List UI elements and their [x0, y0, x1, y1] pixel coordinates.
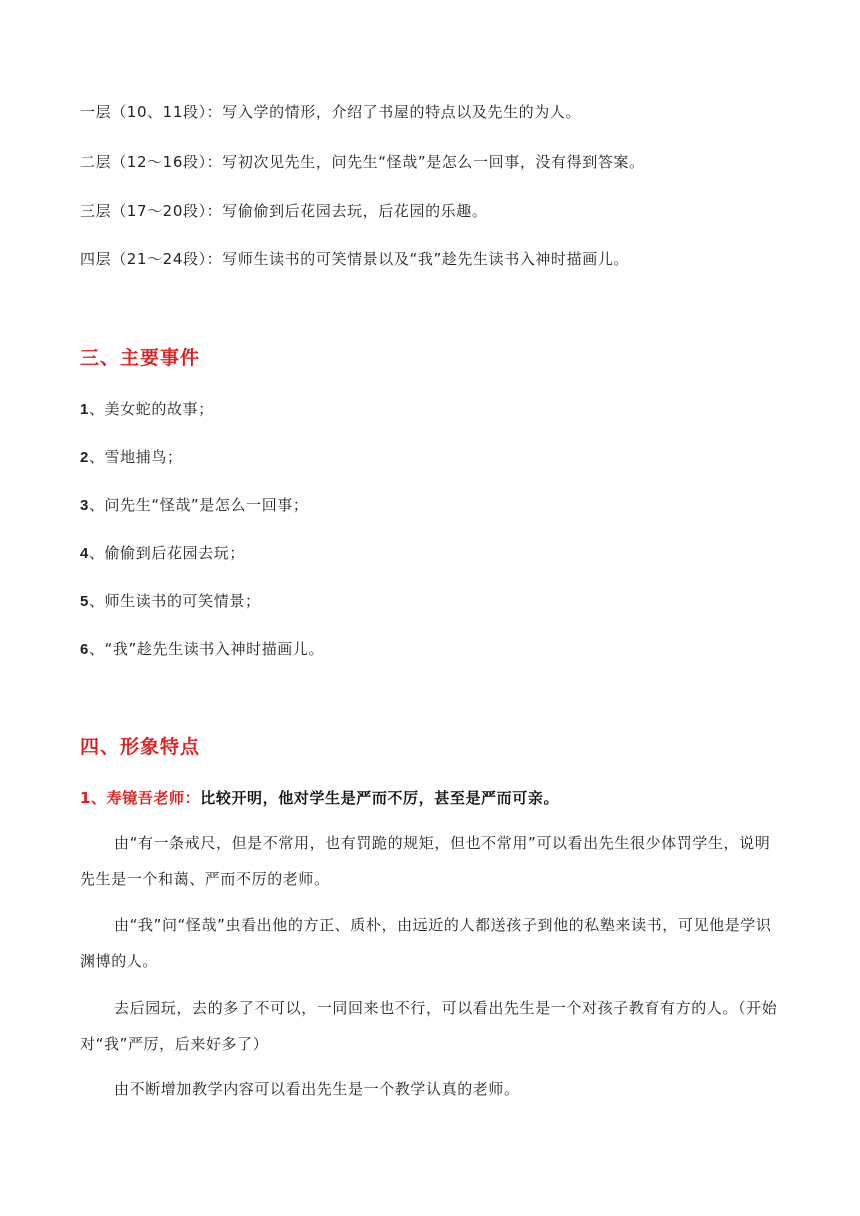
event-text: 、问先生“怪哉”是怎么一回事； [88, 496, 309, 514]
event-item-5 [80, 590, 261, 613]
trait-paragraph-1: 由“有一条戒尺，但是不常用，也有罚跪的规矩，但也不常用”可以看出先生很少体罚学生，说明先生是一个和蔼、严而不厉的老师。 [80, 834, 771, 888]
event-number: 1 [80, 401, 89, 418]
event-item-4 [80, 542, 245, 565]
layer-line-2: 二层（12～16段）：写初次见先生，问先生“怪哉”是怎么一回事，没有得到答案。 [80, 153, 645, 171]
teacher-label: 1、寿镜吾老师： [80, 789, 201, 807]
event-text: 、美女蛇的故事； [88, 400, 214, 418]
layer-line-1: 一层（10、11段）：写入学的情形，介绍了书屋的特点以及先生的为人。 [80, 103, 582, 121]
trait-paragraph-3: 去后园玩，去的多了不可以，一同回来也不行，可以看出先生是一个对孩子教育有方的人。（开始对“我”严厉，后来好多了） [80, 999, 778, 1053]
event-text: 、师生读书的可笑情景； [88, 592, 261, 610]
layer-line-4: 四层（21～24段）：写师生读书的可笑情景以及“我”趁先生读书入神时描画儿。 [80, 250, 630, 268]
event-item-1 [80, 398, 214, 421]
event-number: 6 [80, 641, 89, 658]
event-text: 、雪地捕鸟； [88, 448, 183, 466]
section-heading-main-events: 三、主要事件 [80, 347, 201, 369]
event-number: 4 [80, 545, 89, 562]
event-number: 5 [80, 593, 89, 610]
teacher-summary: 比较开明，他对学生是严而不厉，甚至是严而可亲。 [200, 789, 560, 807]
event-item-2 [80, 446, 183, 469]
event-number: 3 [80, 497, 89, 514]
trait-paragraph-4: 由不断增加教学内容可以看出先生是一个教学认真的老师。 [114, 1080, 520, 1098]
event-item-3 [80, 494, 309, 517]
event-number: 2 [80, 449, 89, 466]
event-item-6 [80, 638, 324, 661]
event-text: 、“我”趁先生读书入神时描画儿。 [88, 640, 325, 658]
event-text: 、偷偷到后花园去玩； [88, 544, 245, 562]
layer-line-3: 三层（17～20段）：写偷偷到后花园去玩，后花园的乐趣。 [80, 202, 488, 220]
trait-paragraph-2: 由“我”问“怪哉”虫看出他的方正、质朴，由远近的人都送孩子到他的私塾来读书，可见他是学识渊博的人。 [80, 916, 772, 970]
teacher-subheading [80, 787, 559, 808]
section-heading-image-traits: 四、形象特点 [80, 736, 201, 758]
